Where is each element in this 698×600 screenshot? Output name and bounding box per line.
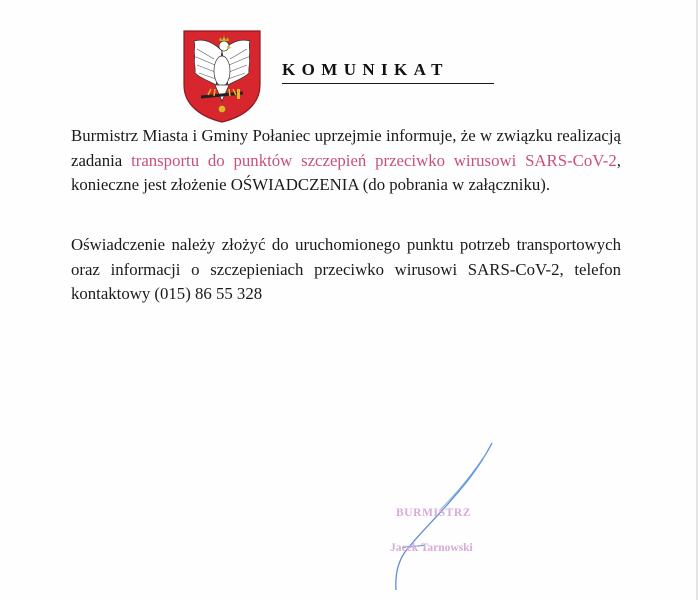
paragraph-text-outro: , konieczne jest złożenie OŚWIADCZENIA (do pobrania w załączniku). [71,150,621,194]
stamp-title: BURMISTRZ [396,507,472,519]
stamp-name: Jacek Tarnowski [390,542,473,554]
white-eagle-crest-icon [181,29,263,124]
page-title: KOMUNIKAT [282,59,494,84]
instructions-paragraph: Oświadczenie należy złożyć do uruchomionego punktu potrzeb transportowych oraz informacji o szczepieniach przeciwko wirusowi SARS-CoV-2, telefon kontaktowy (015) 86 55 328 [71,235,621,303]
paragraph-text-intro: Burmistrz Miasta i Gminy Połaniec uprzejmie informuje, że w związku realizacją zadania [71,126,621,170]
announcement-paragraph [71,124,621,198]
highlighted-topic: transportu do punktów szczepień przeciwko wirusowi SARS-CoV-2 [131,150,617,170]
